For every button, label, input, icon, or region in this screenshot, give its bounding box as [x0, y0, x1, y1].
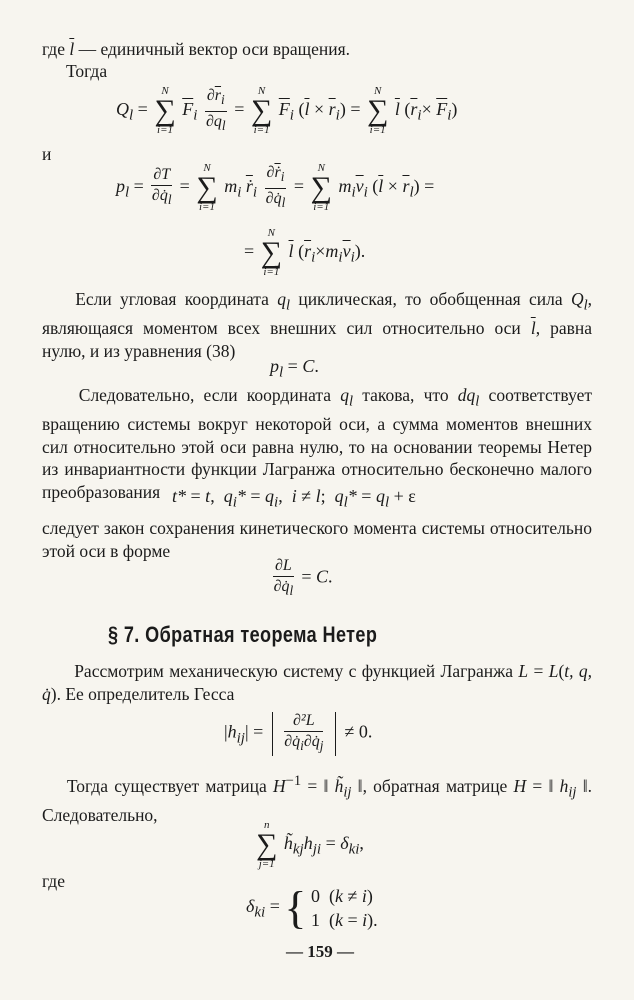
sum-symbol-5: N ∑ i=1	[310, 162, 332, 213]
fraction-dL: $\frac{\partial L}{\partial q̇_l}$	[273, 557, 294, 599]
equation-infinitesimal-transformation: t* = t, $q_i* = q_i$, i ≠ l; $q_l* = q_l + \varepsilon$	[172, 486, 416, 511]
paragraph-cyclic-coordinate: Если угловая координата $q_l$ циклическая, то обобщенная сила $Q_l$, являющаяся моментом всех внешних сил относительно оси $\overline{l}$, равна нулю, и из уравнения (38)	[42, 289, 593, 361]
p5-part-c: . Следовательно,	[42, 775, 592, 825]
sum-symbol-7: n ∑ j=1	[256, 819, 278, 870]
det-bar-right	[335, 712, 336, 756]
p1-part-a: Если угловая координата	[75, 289, 269, 309]
word-gde: где	[42, 39, 65, 59]
p3-text: следует закон сохранения кинетического момента системы относительно этой оси в форме	[42, 518, 592, 561]
p1-part-c: , являющаяся моментом всех внешних сил относительно оси	[42, 289, 593, 339]
fraction-hessian: $\frac{\text{∂²L}}{\partial q̇_i\partial q̇_j}$	[284, 712, 324, 754]
p1-part-b: циклическая, то обобщенная сила	[298, 289, 563, 309]
sum-symbol: N ∑ i=1	[154, 85, 176, 136]
equation-momentum-continued: = N ∑ i=1 $\overline{l}$ $(\overline{r}_i\times m_i\overline{v}_i)$.	[244, 227, 366, 278]
fraction-dr: $\frac{\partial\overline{ṙ}_i}{\partial q̇_l}$	[265, 164, 286, 210]
word-gde-2: где	[42, 871, 65, 891]
p1-part-d: равна нулю, и из уравнения (38)	[42, 318, 592, 361]
p4-part-a: Рассмотрим механическую систему с функцией Лагранжа	[74, 661, 514, 681]
vector-description: — единичный вектор оси вращения.	[78, 39, 351, 59]
det-bar-left	[272, 712, 273, 756]
page-number: — 159 —	[286, 942, 354, 961]
fraction: $\frac{\partial\overline{r}_i}{\partial q_l}$	[206, 87, 226, 133]
p5-part-b: , обратная матрице	[362, 775, 508, 796]
equation-hessian: $|h_{ij}|$ = $\frac{\text{∂²L}}{\partial q̇_i\partial q̇_j}$ ≠ 0.	[224, 711, 372, 756]
sum-symbol-2: N ∑ i=1	[250, 85, 273, 136]
paragraph-noether-rotation: Следовательно, если координата $q_l$ такова, что $dq_l$ соответствует вращению системы вокруг некоторой оси, а сумма моментов внешних сил относительно этой оси равна нулю, то на основании теоремы Нетер из инвариантности функции Лагранжа относительно бесконечно малого преобразования	[42, 385, 593, 502]
equation-conservation: $\frac{\partial L}{\partial q̇_l}$ = C.	[270, 556, 332, 601]
sum-symbol-6: N ∑ i=1	[260, 227, 283, 278]
word-i: и	[42, 144, 52, 164]
symbol-l: $\overline{l}$	[69, 39, 75, 59]
p2-part-c: соответствует вращению системы вокруг некоторой оси, а сумма моментов внешних сил относительно этой оси равна нулю, то на основании теоремы Нетер из инвариантности функции Лагранжа относительно бесконечно малого преобразования	[42, 385, 593, 502]
sum-symbol-4: N ∑ i=1	[196, 162, 218, 213]
p4-part-b: . Ее определитель Гесса	[56, 683, 235, 704]
intro-line	[42, 38, 350, 60]
equation-generalized-force: $Q_l$ = N ∑ i=1 $\overline{F}_i$ $\frac{\partial\overline{r}_i}{\partial q_l}$ = N ∑ i=1 $\overline{F}_i$ $(\overline{l} \times \overline{r}_i)$ = N ∑ i=1 $\overline{l}$ $(\overline{r}_i\times \overline{F}_i)$	[116, 85, 458, 136]
paragraph-inverse-matrix: Тогда существует матрица $H^{-1}$ = ‖ $h̃_{ij}$ ‖, обратная матрице H = ‖ $h_{ij}$ ‖. Следовательно,	[42, 773, 592, 825]
equation-inverse-product: n ∑ j=1 $h̃_{kj}h_{ji} = \delta_{ki}$,	[256, 819, 364, 870]
brace-left: {	[284, 882, 307, 933]
p5-part-a: Тогда существует матрица	[66, 775, 267, 796]
equation-kronecker-delta: $\delta_{ki}$ = { 0 (k ≠ i) 1 (k = i).	[246, 882, 378, 933]
paragraph-lagrange-system: Рассмотрим механическую систему с функцией Лагранжа L = L(t, q, q̇). Ее определитель Гесса	[42, 661, 593, 704]
equation-generalized-momentum: $p_l$ = $\frac{\partial T}{\partial q̇_l}$ = N ∑ i=1 $m_i$ $\overline{ṙ}_i$ $\frac{\partial\overline{ṙ}_i}{\partial q̇_l}$ = N ∑ i=1 $m_i\overline{v}_i$ $(\overline{l} \times \overline{r}_l)$ =	[116, 162, 435, 213]
p2-part-a: Следовательно, если координата	[78, 385, 332, 405]
sum-symbol-3: N ∑ i=1	[366, 85, 389, 136]
fraction-dT: $\frac{\partial T}{\partial q̇_l}$	[151, 166, 172, 208]
equation-momentum-constant: $p_l = C$.	[270, 356, 319, 381]
p2-part-b: такова, что	[362, 385, 449, 405]
section-heading: § 7. Обратная теорема Нетер	[108, 622, 378, 647]
word-togda: Тогда	[66, 61, 108, 81]
cases: 0 (k ≠ i) 1 (k = i).	[310, 886, 378, 930]
